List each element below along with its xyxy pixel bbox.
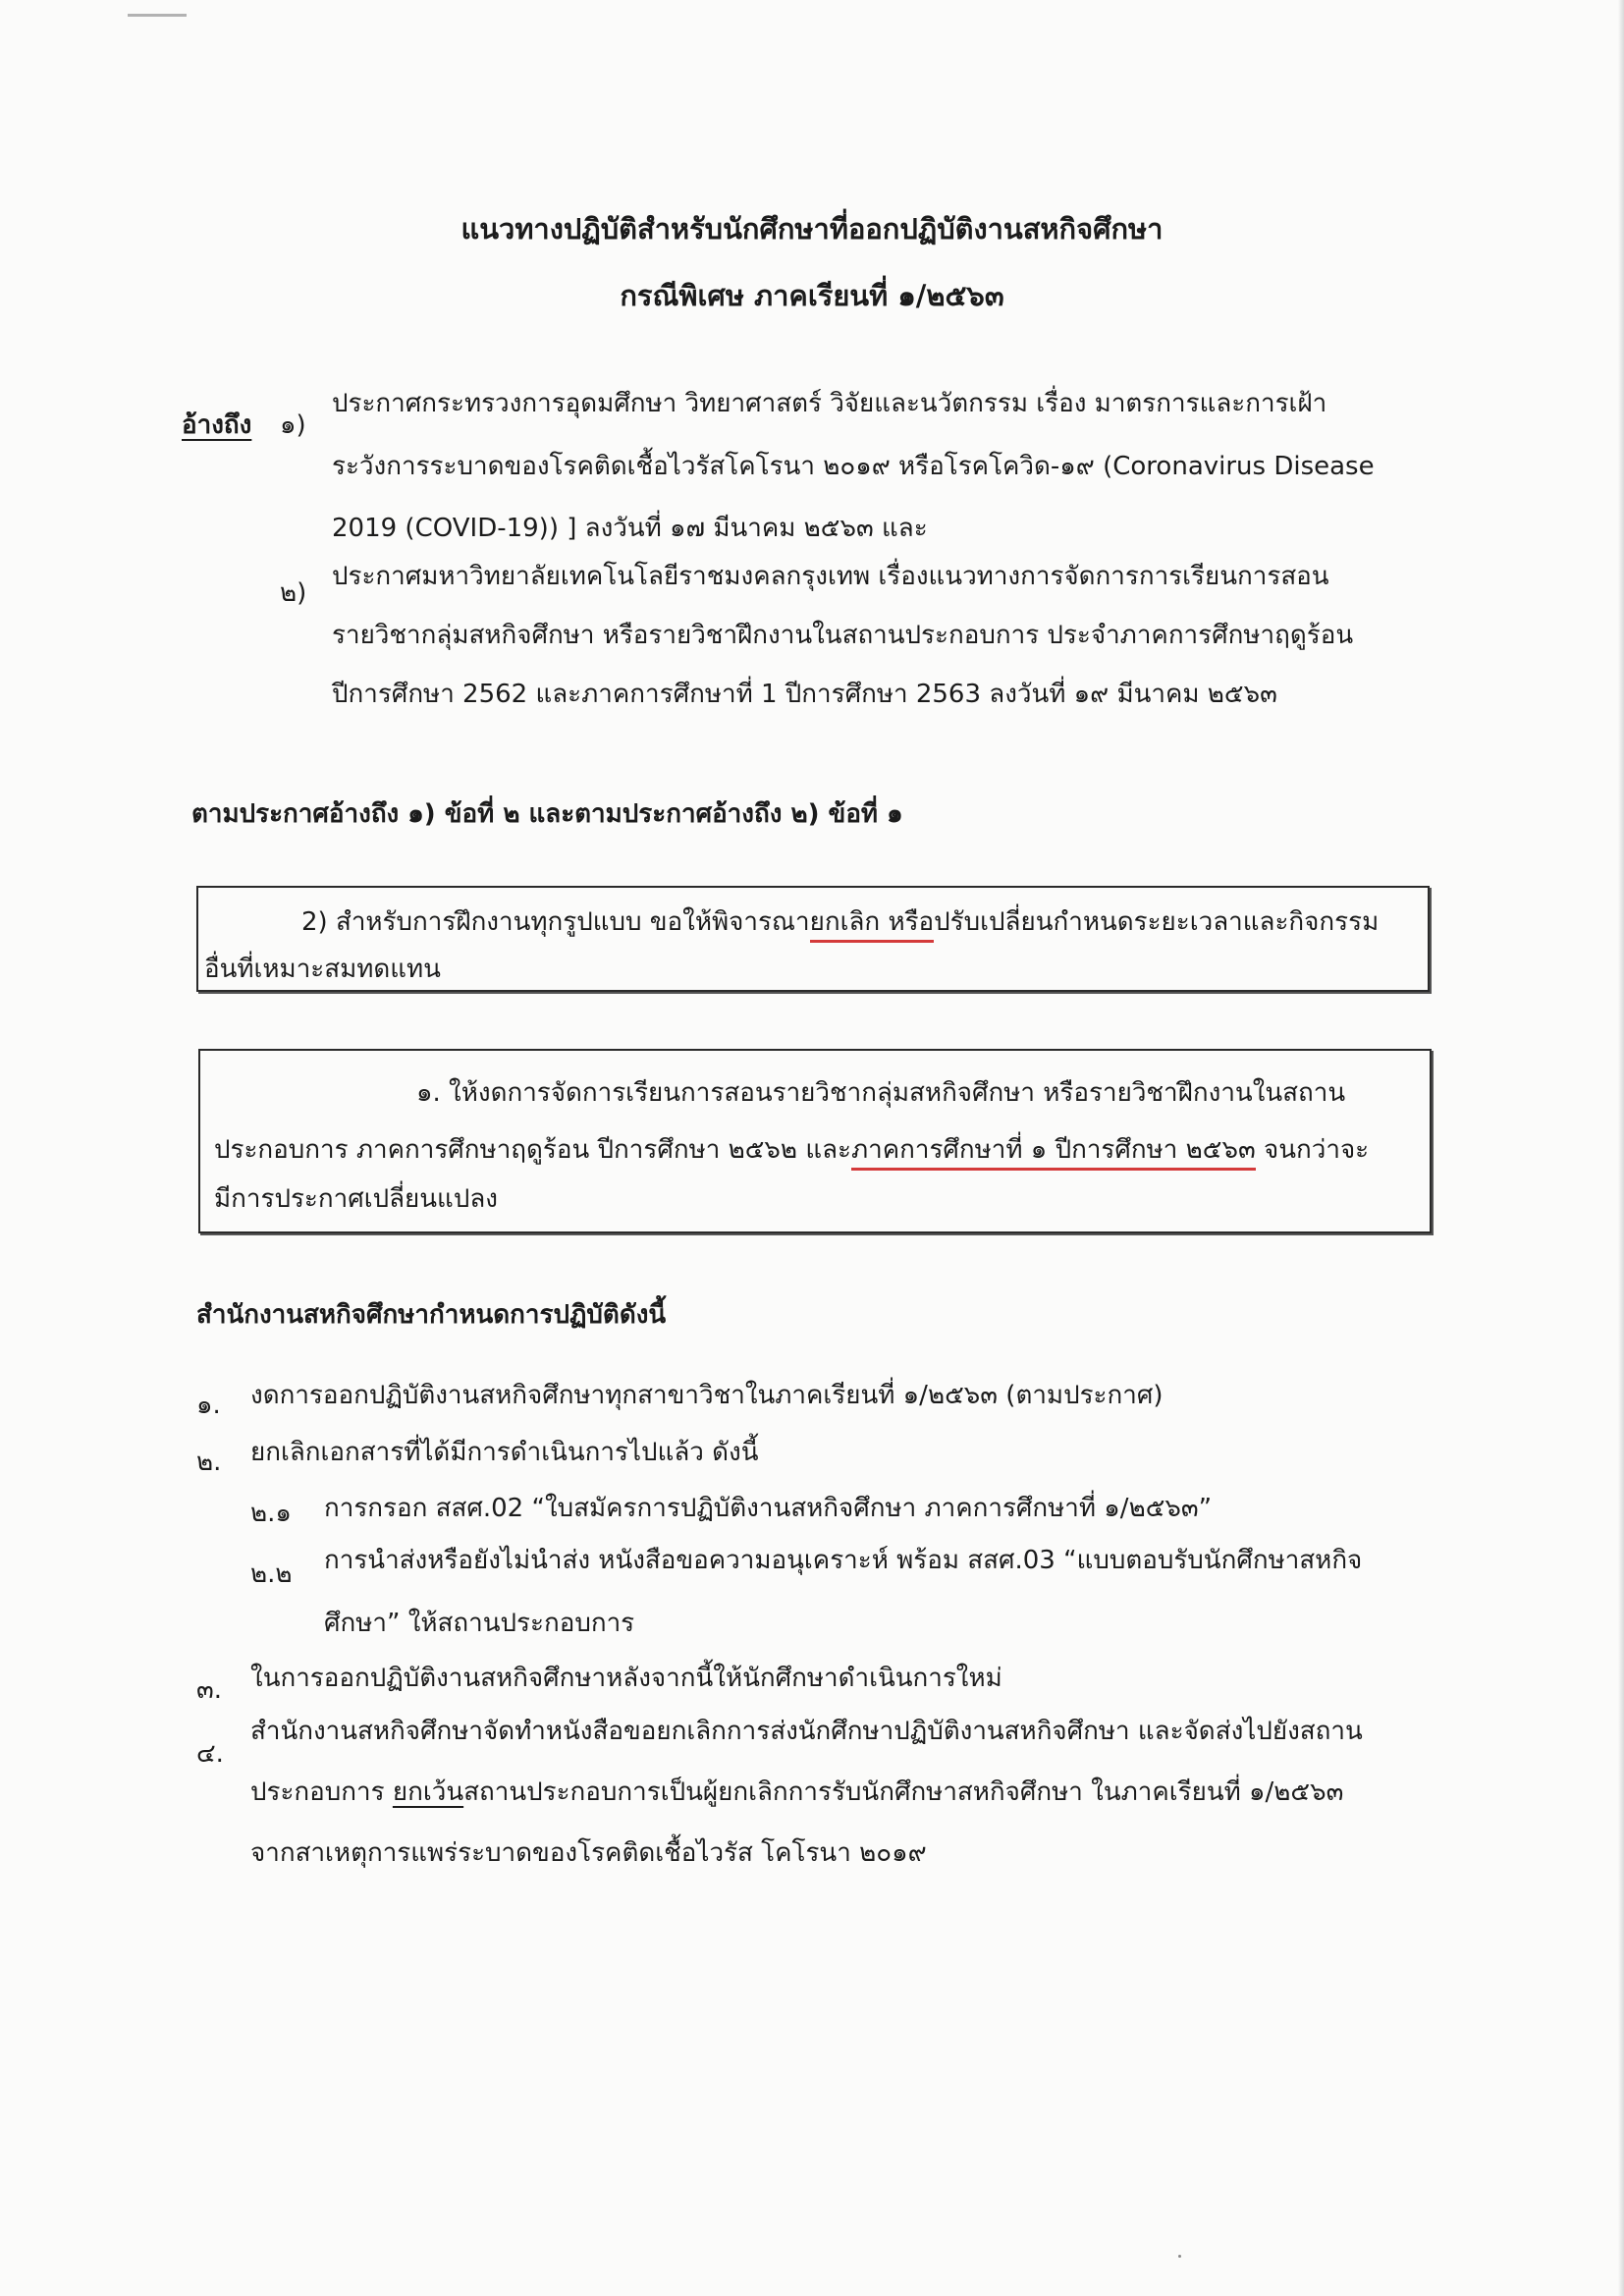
box2-line2-pre: ประกอบการ ภาคการศึกษาฤดูร้อน ปีการศึกษา ๒๕๖๒ และ bbox=[214, 1135, 851, 1165]
box1-line1-pre: 2) สำหรับการฝึกงานทุกรูปแบบ ขอให้พิจารณา bbox=[301, 907, 810, 937]
box1-line2: อื่นที่เหมาะสมทดแทน bbox=[204, 955, 441, 984]
box2-line3: มีการประกาศเปลี่ยนแปลง bbox=[214, 1184, 498, 1214]
item-4-line3: จากสาเหตุการแพร่ระบาดของโรคติดเชื้อไวรัส โคโรนา ๒๐๑๙ bbox=[250, 1838, 927, 1868]
item-2-2-line2: ศึกษา” ให้สถานประกอบการ bbox=[324, 1609, 635, 1638]
item-4-line1: สำนักงานสหกิจศึกษาจัดทำหนังสือขอยกเลิกการส่งนักศึกษาปฏิบัติงานสหกิจศึกษา และจัดส่งไปยังสถาน bbox=[250, 1717, 1363, 1746]
item-2-1-number: ๒.๑ bbox=[250, 1499, 292, 1528]
reference-1-line3: 2019 (COVID-19)) ] ลงวันที่ ๑๗ มีนาคม ๒๕๖๓ และ bbox=[332, 514, 928, 543]
reference-1-line1: ประกาศกระทรวงการอุดมศึกษา วิทยาศาสตร์ วิจัยและนวัตกรรม เรื่อง มาตรการและการเฝ้า bbox=[332, 389, 1327, 418]
item-4-number: ๔. bbox=[196, 1739, 224, 1769]
box2-line2-post: จนกว่าจะ bbox=[1255, 1135, 1370, 1165]
item-4-exception: ยกเว้น bbox=[392, 1777, 464, 1807]
item-1-number: ๑. bbox=[196, 1391, 221, 1420]
box1-line1 bbox=[301, 902, 1379, 942]
box2-highlight: ภาคการศึกษาที่ ๑ ปีการศึกษา ๒๕๖๓ bbox=[851, 1135, 1256, 1171]
scan-speck bbox=[1178, 2255, 1181, 2258]
box1-line1-post: ปรับเปลี่ยนกำหนดระยะเวลาและกิจกรรม bbox=[934, 907, 1380, 937]
item-2-text: ยกเลิกเอกสารที่ได้มีการดำเนินการไปแล้ว ดังนี้ bbox=[250, 1438, 759, 1467]
reference-2-line1: ประกาศมหาวิทยาลัยเทคโนโลยีราชมงคลกรุงเทพ เรื่องแนวทางการจัดการการเรียนการสอน bbox=[332, 562, 1329, 591]
reference-2-line2: รายวิชากลุ่มสหกิจศึกษา หรือรายวิชาฝึกงานในสถานประกอบการ ประจำภาคการศึกษาฤดูร้อน bbox=[332, 621, 1354, 650]
box2-line2 bbox=[214, 1129, 1369, 1170]
scan-edge-shadow bbox=[1618, 0, 1624, 2296]
quoted-clause-box-1 bbox=[196, 886, 1430, 992]
item-2-2-number: ๒.๒ bbox=[250, 1559, 293, 1589]
document-title-line2: กรณีพิเศษ ภาคเรียนที่ ๑/๒๕๖๓ bbox=[620, 279, 1004, 312]
item-4-line2 bbox=[250, 1772, 1343, 1812]
item-3-number: ๓. bbox=[196, 1675, 223, 1705]
item-2-1-text: การกรอก สสศ.02 “ใบสมัครการปฏิบัติงานสหกิจศึกษา ภาคการศึกษาที่ ๑/๒๕๖๓” bbox=[324, 1494, 1213, 1523]
item-2-number: ๒. bbox=[196, 1448, 222, 1477]
item-2-2-line1: การนำส่งหรือยังไม่นำส่ง หนังสือขอความอนุเคราะห์ พร้อม สสศ.03 “แบบตอบรับนักศึกษาสหกิจ bbox=[324, 1546, 1363, 1575]
item-4-line2-pre: ประกอบการ bbox=[250, 1777, 393, 1807]
box1-highlight: ยกเลิก หรือ bbox=[810, 907, 935, 943]
reference-1-line2: ระวังการระบาดของโรคติดเชื้อไวรัสโคโรนา ๒๐๑๙ หรือโรคโควิด-๑๙ (Coronavirus Disease bbox=[332, 452, 1375, 481]
item-3-text: ในการออกปฏิบัติงานสหกิจศึกษาหลังจากนี้ให้นักศึกษาดำเนินการใหม่ bbox=[250, 1664, 1002, 1693]
reference-2-line3: ปีการศึกษา 2562 และภาคการศึกษาที่ 1 ปีการศึกษา 2563 ลงวันที่ ๑๙ มีนาคม ๒๕๖๓ bbox=[332, 680, 1277, 709]
document-title-line1: แนวทางปฏิบัติสำหรับนักศึกษาที่ออกปฏิบัติงานสหกิจศึกษา bbox=[460, 212, 1164, 246]
references-label: อ้างถึง bbox=[182, 410, 252, 440]
reference-2-number: ๒) bbox=[280, 578, 307, 608]
office-heading: สำนักงานสหกิจศึกษากำหนดการปฏิบัติดังนี้ bbox=[196, 1300, 667, 1330]
reference-1-number: ๑) bbox=[280, 410, 306, 440]
according-heading: ตามประกาศอ้างถึง ๑) ข้อที่ ๒ และตามประกาศอ้างถึง ๒) ข้อที่ ๑ bbox=[191, 799, 903, 829]
box2-line1: ๑. ให้งดการจัดการเรียนการสอนรายวิชากลุ่มสหกิจศึกษา หรือรายวิชาฝึกงานในสถาน bbox=[416, 1078, 1346, 1108]
scan-artifact bbox=[128, 14, 187, 17]
item-4-line2-post: สถานประกอบการเป็นผู้ยกเลิกการรับนักศึกษาสหกิจศึกษา ในภาคเรียนที่ ๑/๒๕๖๓ bbox=[463, 1777, 1344, 1807]
item-1-text: งดการออกปฏิบัติงานสหกิจศึกษาทุกสาขาวิชาในภาคเรียนที่ ๑/๒๕๖๓ (ตามประกาศ) bbox=[250, 1381, 1164, 1410]
quoted-clause-box-2 bbox=[198, 1049, 1432, 1233]
